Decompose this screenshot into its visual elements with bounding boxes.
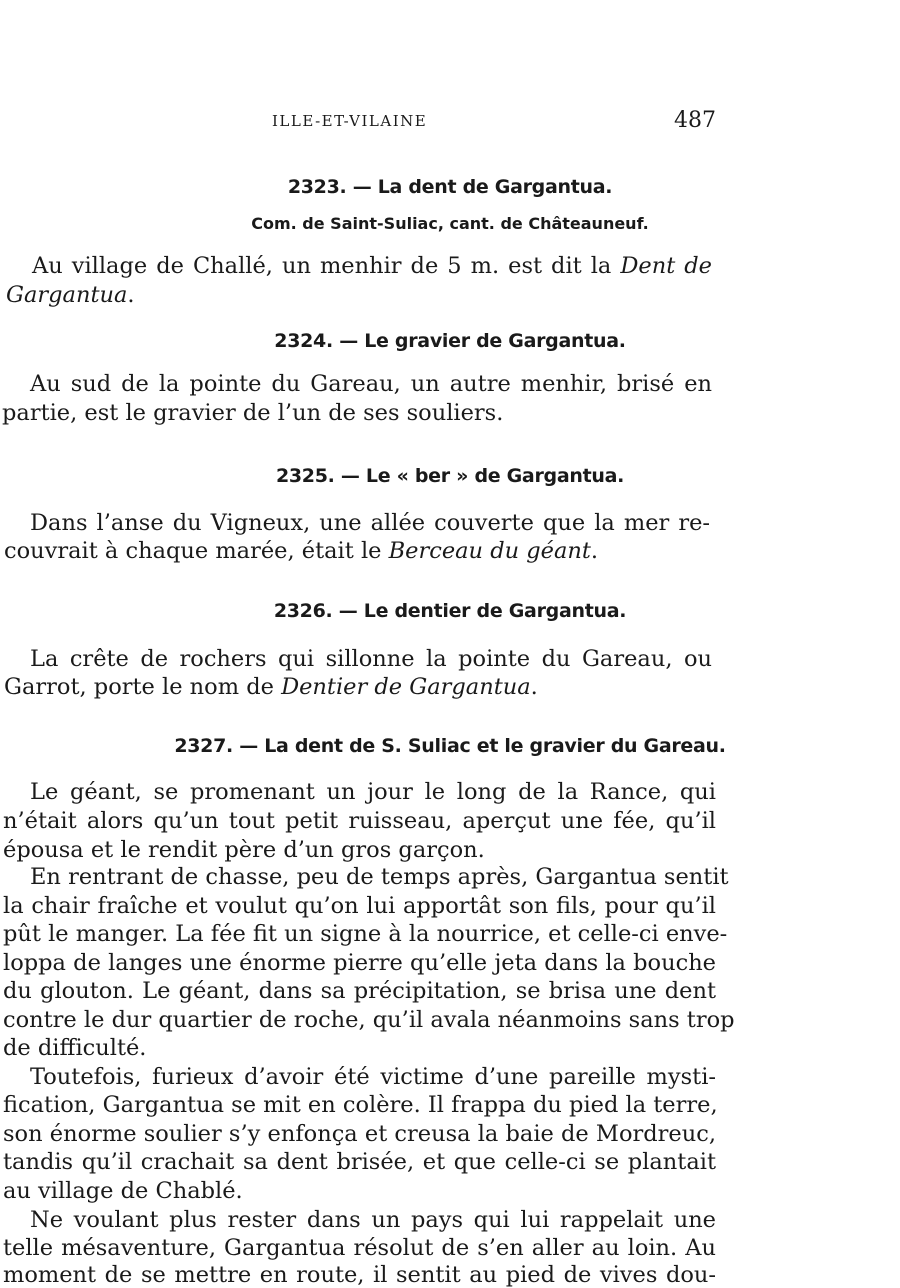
entry-subtitle: Com. de Saint-Suliac, cant. de Châteauneuf. (251, 214, 649, 233)
text-line: Gargantua. (6, 282, 135, 308)
text-line: couvrait à chaque marée, était le Berceau du géant. (4, 538, 599, 564)
text-line: Ne voulant plus rester dans un pays qui lui rappelait une (30, 1207, 716, 1233)
entry-title: 2323. — La dent de Gargantua. (287, 176, 613, 198)
text-line: La crête de rochers qui sillonne la pointe du Gareau, ou (30, 646, 712, 672)
text-line: moment de se mettre en route, il sentit au pied de vives dou- (3, 1262, 716, 1288)
text-line: Le géant, se promenant un jour le long de la Rance, qui (30, 779, 716, 805)
running-head: ILLE-ET-VILAINE (272, 112, 428, 130)
text-line: au village de Chablé. (3, 1178, 243, 1204)
text-line: du glouton. Le géant, dans sa précipitation, se brisa une dent (3, 978, 716, 1004)
text-line: n’était alors qu’un tout petit ruisseau, aperçut une fée, qu’il (3, 808, 716, 834)
entry-title: 2325. — Le « ber » de Gargantua. (275, 465, 625, 487)
text-line: contre le dur quartier de roche, qu’il avala néanmoins sans trop (3, 1007, 735, 1033)
text-line: loppa de langes une énorme pierre qu’elle jeta dans la bouche (3, 950, 716, 976)
text-line: partie, est le gravier de l’un de ses souliers. (2, 400, 504, 426)
text-line: tandis qu’il crachait sa dent brisée, et que celle-ci se plantait (3, 1149, 716, 1175)
text-line: En rentrant de chasse, peu de temps après, Gargantua sentit (30, 864, 729, 890)
text-line: son énorme soulier s’y enfonça et creusa la baie de Mordreuc, (3, 1121, 716, 1147)
text-line: telle mésaventure, Gargantua résolut de s’en aller au loin. Au (3, 1235, 716, 1261)
text-line: de difficulté. (3, 1035, 147, 1061)
text-line: Toutefois, furieux d’avoir été victime d’une pareille mysti- (30, 1064, 716, 1090)
text-line: Garrot, porte le nom de Dentier de Gargantua. (4, 674, 538, 700)
entry-title: 2326. — Le dentier de Gargantua. (273, 600, 627, 622)
text-line: Au sud de la pointe du Gareau, un autre menhir, brisé en (30, 371, 712, 397)
page-number: 487 (674, 108, 716, 133)
text-line: fication, Gargantua se mit en colère. Il frappa du pied la terre, (3, 1092, 718, 1118)
text-line: épousa et le rendit père d’un gros garçon. (3, 837, 485, 863)
entry-title: 2324. — Le gravier de Gargantua. (274, 330, 626, 352)
text-line: la chair fraîche et voulut qu’on lui apportât son fils, pour qu’il (3, 893, 716, 919)
text-line: Dans l’anse du Vigneux, une allée couverte que la mer re- (30, 510, 710, 536)
entry-title: 2327. — La dent de S. Suliac et le gravier du Gareau. (174, 735, 726, 757)
text-line: Au village de Challé, un menhir de 5 m. est dit la Dent de (32, 253, 712, 279)
text-line: pût le manger. La fée fit un signe à la nourrice, et celle-ci enve- (3, 921, 728, 947)
